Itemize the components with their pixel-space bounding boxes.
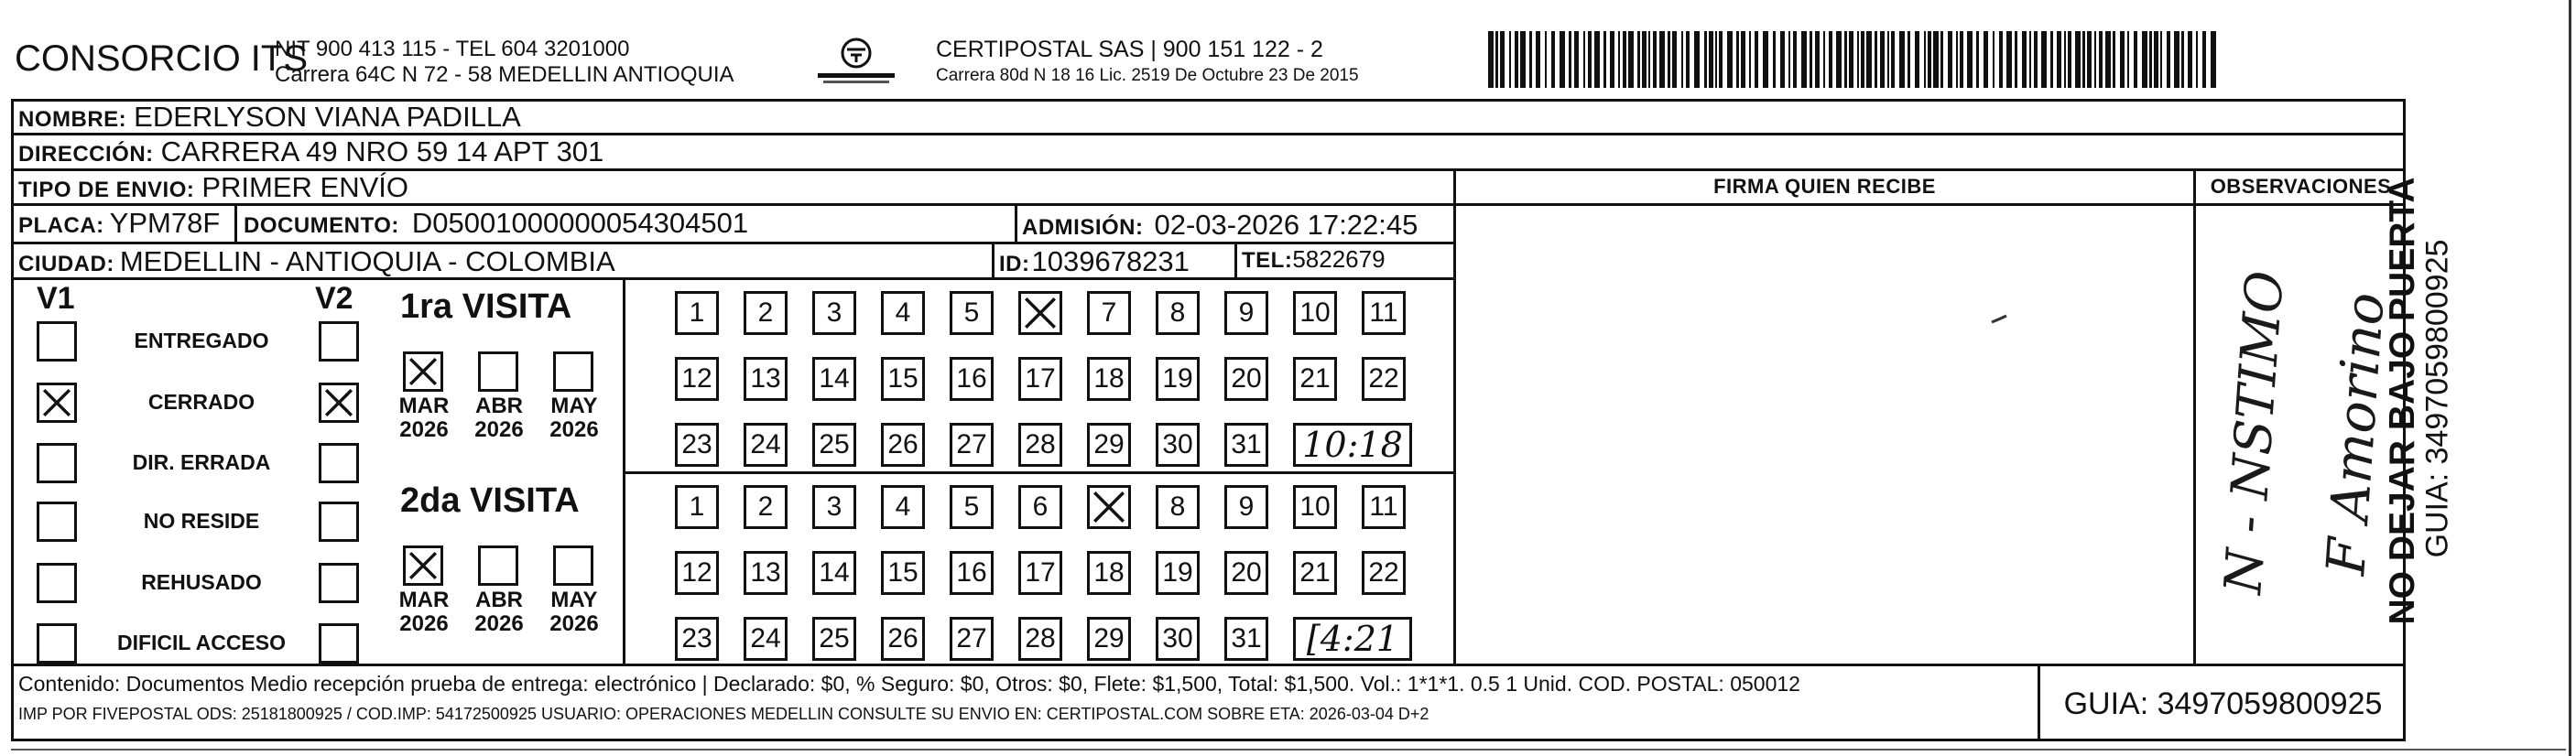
day-cell[interactable]: 9: [1224, 291, 1268, 335]
tipo-value: PRIMER ENVÍO: [201, 171, 409, 203]
day-cell[interactable]: 18: [1087, 551, 1131, 595]
day-cell[interactable]: 6: [1018, 485, 1062, 529]
day-cell[interactable]: 27: [950, 617, 994, 661]
nit-line: NIT 900 413 115 - TEL 604 3201000: [275, 37, 630, 61]
direccion-label: DIRECCIÓN:: [18, 142, 154, 167]
status-label: REHUSADO: [141, 570, 262, 594]
day-cell[interactable]: 8: [1156, 485, 1200, 529]
day-cell[interactable]: 2: [744, 485, 788, 529]
visit-time-handwritten: 10:18: [1293, 423, 1412, 467]
day-cell[interactable]: [1018, 291, 1062, 335]
year-label: 2026: [474, 417, 524, 442]
month-label: MAR: [398, 394, 450, 418]
day-cell[interactable]: 1: [675, 485, 719, 529]
day-cell[interactable]: 12: [675, 357, 719, 401]
day-cell[interactable]: 21: [1293, 357, 1337, 401]
admision-label: ADMISIÓN:: [1022, 215, 1144, 240]
day-cell[interactable]: 22: [1362, 551, 1406, 595]
status-v1-checkbox[interactable]: [37, 563, 77, 603]
day-cell[interactable]: 27: [950, 423, 994, 467]
day-cell[interactable]: 30: [1156, 617, 1200, 661]
day-cell[interactable]: 11: [1362, 291, 1406, 335]
day-cell[interactable]: 4: [881, 291, 925, 335]
day-cell[interactable]: 25: [812, 423, 856, 467]
status-v2-checkbox[interactable]: [319, 502, 359, 542]
day-cell[interactable]: 20: [1224, 551, 1268, 595]
year-label: 2026: [399, 417, 449, 442]
day-cell[interactable]: 3: [812, 291, 856, 335]
day-cell[interactable]: 15: [881, 357, 925, 401]
footer-line-1: Contenido: Documentos Medio recepción prueba de entrega: electrónico | Declarado: $0, % Seguro: $0, Otros: $0, Flete: $1,500, Total: $1,500. Vol.: 1*1*1. 0.5 1 Unid. COD. POSTAL: 050012: [18, 672, 1800, 696]
day-cell[interactable]: 28: [1018, 423, 1062, 467]
day-cell[interactable]: 7: [1087, 291, 1131, 335]
status-v1-checkbox[interactable]: [37, 502, 77, 542]
status-label: DIR. ERRADA: [132, 450, 271, 474]
ciudad-label: CIUDAD:: [18, 252, 114, 276]
visit-time-handwritten: [4:21: [1293, 617, 1412, 661]
day-cell[interactable]: 2: [744, 291, 788, 335]
side-guia: GUIA: 3497059800925: [2419, 239, 2455, 558]
day-cell[interactable]: 31: [1224, 423, 1268, 467]
month-label: MAY: [550, 588, 598, 612]
day-cell[interactable]: 9: [1224, 485, 1268, 529]
day-cell[interactable]: 4: [881, 485, 925, 529]
certipostal-logo-icon: [810, 35, 902, 90]
status-v2-checkbox[interactable]: [319, 383, 359, 423]
day-cell[interactable]: 19: [1156, 551, 1200, 595]
tipo-label: TIPO DE ENVIO:: [18, 178, 195, 202]
observaciones-header: OBSERVACIONES: [2210, 175, 2392, 198]
status-v1-checkbox[interactable]: [37, 623, 77, 664]
day-cell[interactable]: 11: [1362, 485, 1406, 529]
footer-guia: GUIA: 3497059800925: [2063, 686, 2383, 721]
day-cell[interactable]: 5: [950, 485, 994, 529]
visit-title: 1ra VISITA: [400, 287, 572, 326]
status-label: ENTREGADO: [134, 329, 269, 352]
v1-label: V1: [37, 281, 75, 316]
month-label: MAR: [398, 588, 450, 612]
month-checkbox[interactable]: [553, 545, 593, 586]
status-label: CERRADO: [147, 390, 255, 414]
day-cell[interactable]: 29: [1087, 617, 1131, 661]
status-label: NO RESIDE: [143, 509, 260, 533]
day-cell[interactable]: 15: [881, 551, 925, 595]
nombre-value: EDERLYSON VIANA PADILLA: [134, 101, 521, 133]
day-cell[interactable]: 10: [1293, 291, 1337, 335]
status-v2-checkbox[interactable]: [319, 563, 359, 603]
day-cell[interactable]: 1: [675, 291, 719, 335]
scan-edge-right: [2569, 0, 2571, 756]
day-cell[interactable]: 22: [1362, 357, 1406, 401]
company-name: CONSORCIO ITS: [15, 38, 309, 79]
day-cell[interactable]: 31: [1224, 617, 1268, 661]
status-v1-checkbox[interactable]: [37, 321, 77, 362]
direccion-value: CARRERA 49 NRO 59 14 APT 301: [160, 135, 604, 167]
day-cell[interactable]: 26: [881, 617, 925, 661]
day-cell[interactable]: 14: [812, 551, 856, 595]
status-v2-checkbox[interactable]: [319, 623, 359, 664]
day-cell[interactable]: 28: [1018, 617, 1062, 661]
side-no-dejar: NO DEJAR BAJO PUERTA: [2383, 177, 2422, 625]
signature-area: [1456, 206, 2193, 664]
status-label: DIFICIL ACCESO: [116, 631, 286, 654]
day-cell[interactable]: [1087, 485, 1131, 529]
day-cell[interactable]: 13: [744, 357, 788, 401]
documento-value: D05001000000054304501: [411, 207, 749, 239]
year-label: 2026: [549, 417, 599, 442]
documento-label: DOCUMENTO:: [244, 213, 399, 238]
visit-title: 2da VISITA: [400, 481, 580, 520]
day-cell[interactable]: 17: [1018, 551, 1062, 595]
month-label: ABR: [475, 394, 523, 418]
day-cell[interactable]: 25: [812, 617, 856, 661]
day-cell[interactable]: 21: [1293, 551, 1337, 595]
certipostal-address: Carrera 80d N 18 16 Lic. 2519 De Octubre 23 De 2015: [936, 66, 1359, 85]
status-v2-checkbox[interactable]: [319, 443, 359, 483]
ciudad-value: MEDELLIN - ANTIOQUIA - COLOMBIA: [119, 245, 615, 277]
nombre-label: NOMBRE:: [18, 107, 127, 132]
day-cell[interactable]: 13: [744, 551, 788, 595]
day-cell[interactable]: 24: [744, 423, 788, 467]
barcode-icon: [1488, 31, 2225, 88]
year-label: 2026: [474, 611, 524, 636]
month-label: ABR: [475, 588, 523, 612]
day-cell[interactable]: 18: [1087, 357, 1131, 401]
status-v1-checkbox[interactable]: [37, 443, 77, 483]
footer-line-2: IMP POR FIVEPOSTAL ODS: 25181800925 / COD.IMP: 54172500925 USUARIO: OPERACIONES MEDELLIN CONSULTE SU ENVIO EN: CERTIPOSTAL.COM SOBRE ETA: 2026-03-04 D+2: [18, 705, 1429, 723]
status-v1-checkbox[interactable]: [37, 383, 77, 423]
month-checkbox[interactable]: [403, 351, 443, 392]
day-cell[interactable]: 10: [1293, 485, 1337, 529]
day-cell[interactable]: 29: [1087, 423, 1131, 467]
id-value: 1039678231: [1031, 245, 1190, 277]
month-checkbox[interactable]: [478, 545, 518, 586]
year-label: 2026: [549, 611, 599, 636]
v2-label: V2: [315, 281, 353, 316]
month-checkbox[interactable]: [403, 545, 443, 586]
tel-value: 5822679: [1292, 245, 1386, 273]
day-cell[interactable]: 8: [1156, 291, 1200, 335]
day-cell[interactable]: 16: [950, 551, 994, 595]
firma-header: FIRMA QUIEN RECIBE: [1713, 175, 1936, 198]
day-cell[interactable]: 30: [1156, 423, 1200, 467]
day-cell[interactable]: 20: [1224, 357, 1268, 401]
observacion-handwritten-2: N - NSTIMO: [2213, 268, 2296, 597]
day-cell[interactable]: 5: [950, 291, 994, 335]
month-label: MAY: [550, 394, 598, 418]
day-cell[interactable]: 16: [950, 357, 994, 401]
certipostal-line: CERTIPOSTAL SAS | 900 151 122 - 2: [936, 37, 1323, 62]
day-cell[interactable]: 24: [744, 617, 788, 661]
placa-label: PLACA:: [18, 213, 104, 238]
tel-label: TEL:: [1242, 248, 1293, 273]
admision-value: 02-03-2026 17:22:45: [1154, 209, 1418, 241]
day-cell[interactable]: 26: [881, 423, 925, 467]
observacion-handwritten-1: F Amorino: [2314, 290, 2397, 578]
day-cell[interactable]: 3: [812, 485, 856, 529]
day-cell[interactable]: 19: [1156, 357, 1200, 401]
day-cell[interactable]: 17: [1018, 357, 1062, 401]
id-label: ID:: [999, 252, 1030, 276]
scan-edge-bottom: [11, 749, 2566, 751]
day-cell[interactable]: 23: [675, 617, 719, 661]
month-checkbox[interactable]: [478, 351, 518, 392]
company-address: Carrera 64C N 72 - 58 MEDELLIN ANTIOQUIA: [275, 62, 734, 87]
placa-value: YPM78F: [109, 207, 221, 239]
day-cell[interactable]: 12: [675, 551, 719, 595]
day-cell[interactable]: 23: [675, 423, 719, 467]
day-cell[interactable]: 14: [812, 357, 856, 401]
month-checkbox[interactable]: [553, 351, 593, 392]
year-label: 2026: [399, 611, 449, 636]
status-v2-checkbox[interactable]: [319, 321, 359, 362]
